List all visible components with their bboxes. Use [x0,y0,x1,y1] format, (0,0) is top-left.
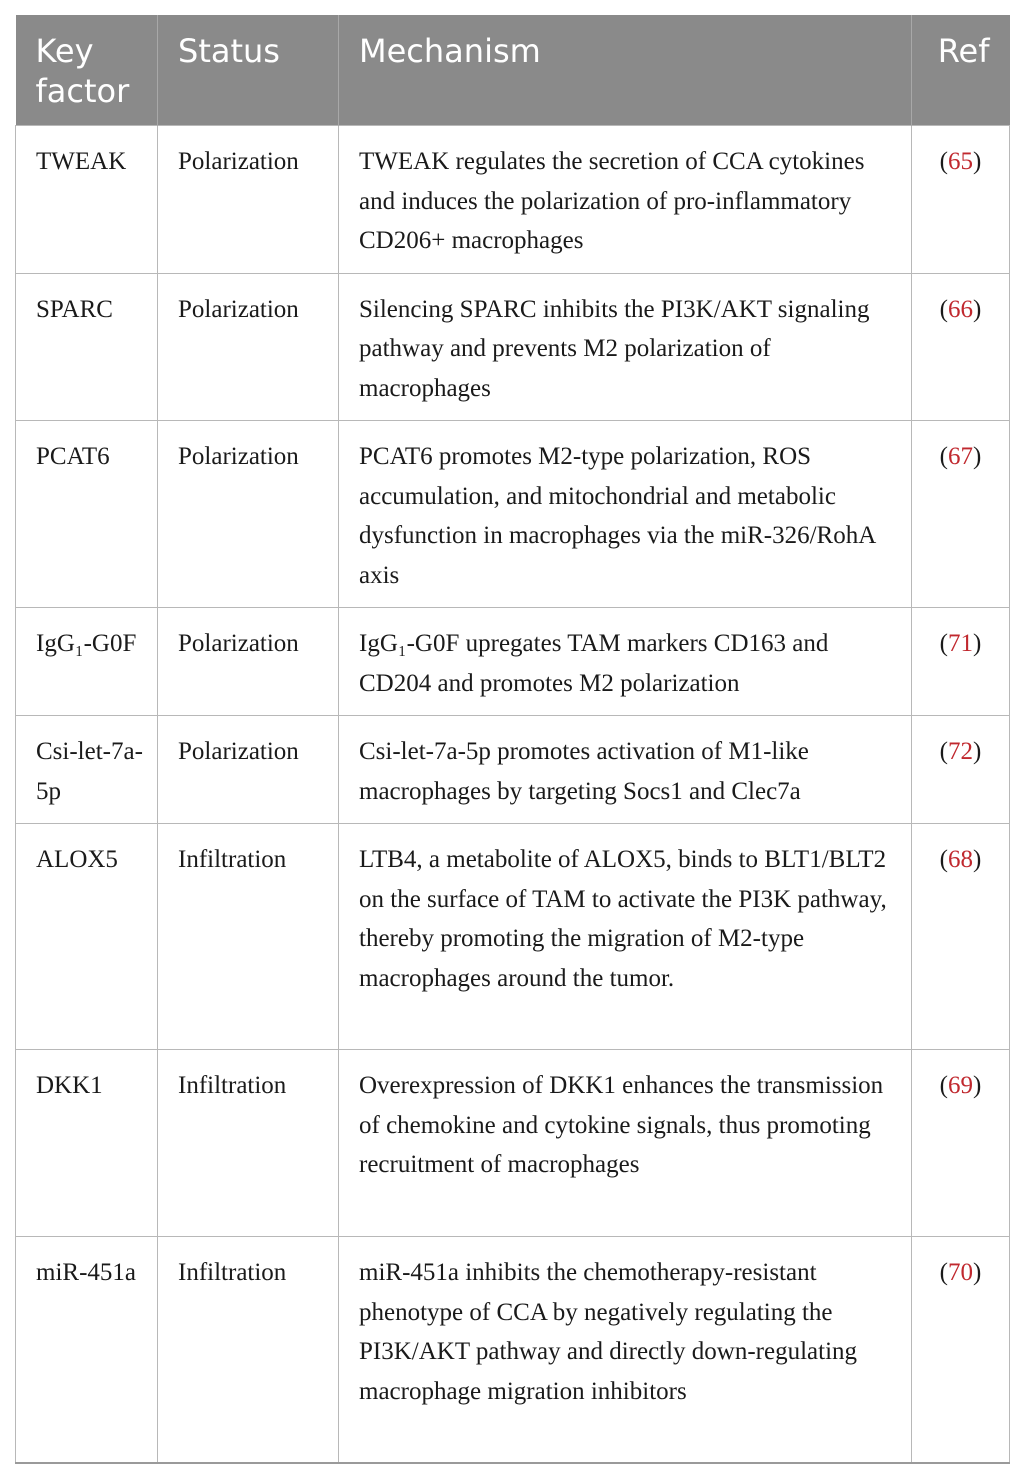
status-cell: Polarization [158,608,339,716]
mechanism-cell: Csi-let-7a-5p promotes activation of M1-like macrophages by targeting Socs1 and Clec7a [339,716,912,824]
status-cell: Polarization [158,273,339,421]
header-row [16,15,1010,126]
key-factor-cell: ALOX5 [16,824,158,1050]
mechanism-cell: PCAT6 promotes M2-type polarization, ROS accumulation, and mitochondrial and metabolic dysfunction in macrophages via the miR-326/RohA axis [339,421,912,608]
key-factor-table [15,15,1010,1464]
table-row [16,126,1010,274]
table-row [16,1237,1010,1463]
key-factor-cell: PCAT6 [16,421,158,608]
ref-cell: (69) [912,1050,1010,1237]
table-row [16,273,1010,421]
header-ref: Ref [912,15,1010,126]
status-cell: Infiltration [158,1050,339,1237]
mechanism-cell: IgG₁-G0F upregates TAM markers CD163 and CD204 and promotes M2 polarization [339,608,912,716]
table-row [16,716,1010,824]
table-row [16,421,1010,608]
mechanism-cell: Silencing SPARC inhibits the PI3K/AKT signaling pathway and prevents M2 polarization of macrophages [339,273,912,421]
key-factor-cell: TWEAK [16,126,158,274]
ref-link[interactable]: 65 [948,148,973,175]
table-row [16,608,1010,716]
status-cell: Polarization [158,421,339,608]
ref-cell: (68) [912,824,1010,1050]
key-factor-cell: DKK1 [16,1050,158,1237]
status-cell: Polarization [158,716,339,824]
key-factor-cell: IgG₁-G0F [16,608,158,716]
mechanism-cell: TWEAK regulates the secretion of CCA cytokines and induces the polarization of pro-inflammatory CD206+ macrophages [339,126,912,274]
mechanism-cell: LTB4, a metabolite of ALOX5, binds to BLT1/BLT2 on the surface of TAM to activate the PI3K pathway, thereby promoting the migration of M2-type macrophages around the tumor. [339,824,912,1050]
ref-link[interactable]: 71 [948,630,973,657]
status-cell: Polarization [158,126,339,274]
table-row [16,824,1010,1050]
key-factor-cell: SPARC [16,273,158,421]
ref-cell: (72) [912,716,1010,824]
key-factor-cell: Csi-let-7a-5p [16,716,158,824]
ref-link[interactable]: 68 [948,846,973,873]
header-mechanism: Mechanism [339,15,912,126]
key-factor-cell: miR-451a [16,1237,158,1463]
ref-cell: (67) [912,421,1010,608]
ref-cell: (65) [912,126,1010,274]
mechanism-cell: miR-451a inhibits the chemotherapy-resistant phenotype of CCA by negatively regulating the PI3K/AKT pathway and directly down-regulating macrophage migration inhibitors [339,1237,912,1463]
ref-link[interactable]: 69 [948,1072,973,1099]
status-cell: Infiltration [158,1237,339,1463]
status-cell: Infiltration [158,824,339,1050]
ref-cell: (70) [912,1237,1010,1463]
ref-link[interactable]: 67 [948,443,973,470]
ref-cell: (66) [912,273,1010,421]
ref-cell: (71) [912,608,1010,716]
table-body [16,126,1010,1463]
ref-link[interactable]: 66 [948,295,973,323]
table-row [16,1050,1010,1237]
ref-link[interactable]: 72 [948,738,973,765]
header-key-factor: Key factor [16,15,158,126]
ref-link[interactable]: 70 [948,1259,973,1286]
mechanism-cell: Overexpression of DKK1 enhances the transmission of chemokine and cytokine signals, thus promoting recruitment of macrophages [339,1050,912,1237]
header-status: Status [158,15,339,126]
table-header [16,15,1010,126]
